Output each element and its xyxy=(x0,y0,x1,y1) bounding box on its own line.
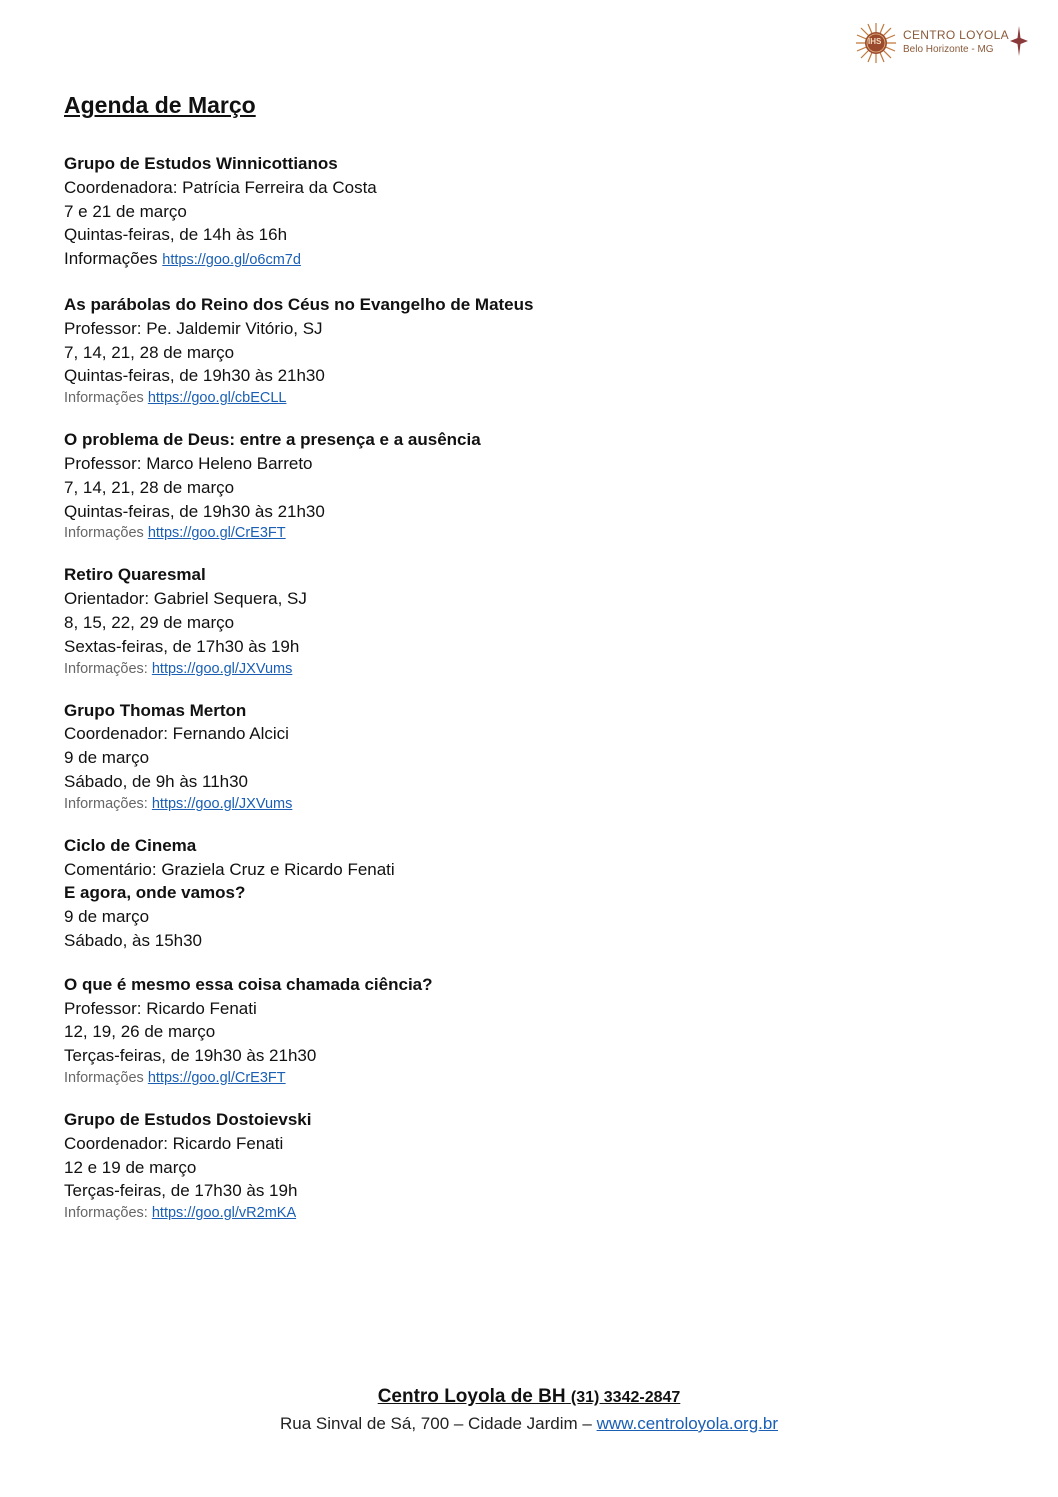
event-detail: 7 e 21 de março xyxy=(64,201,187,221)
event-item xyxy=(64,699,964,814)
event-detail: Sextas-feiras, de 17h30 às 19h xyxy=(64,636,300,656)
info-link[interactable]: https://goo.gl/cbECLL xyxy=(147,390,287,407)
footer-website-link[interactable]: www.centroloyola.org.br xyxy=(596,1414,778,1433)
info-link[interactable]: https://goo.gl/JXVums xyxy=(151,795,293,812)
info-link[interactable]: https://goo.gl/JXVums xyxy=(151,660,293,677)
event-item xyxy=(64,293,964,408)
event-detail: 12 e 19 de março xyxy=(64,1157,197,1177)
event-item xyxy=(64,152,964,273)
event-detail: 7, 14, 21, 28 de março xyxy=(64,477,235,497)
footer-address-line xyxy=(0,1411,1058,1437)
event-info xyxy=(64,659,964,679)
logo-brand: CENTRO LOYOLA xyxy=(903,28,1009,42)
event-detail: Quintas-feiras, de 19h30 às 21h30 xyxy=(64,501,325,521)
event-title: O que é mesmo essa coisa chamada ciência? xyxy=(64,974,433,994)
info-link[interactable]: https://goo.gl/CrE3FT xyxy=(147,525,286,542)
event-detail: Professor: Pe. Jaldemir Vitório, SJ xyxy=(64,318,323,338)
event-detail: Quintas-feiras, de 19h30 às 21h30 xyxy=(64,366,325,386)
logo xyxy=(855,22,1035,66)
page-title: Agenda de Março xyxy=(64,92,256,118)
event-detail: Professor: Marco Heleno Barreto xyxy=(64,453,313,473)
info-link[interactable]: https://goo.gl/CrE3FT xyxy=(147,1069,286,1086)
event-item xyxy=(64,973,964,1088)
event-detail: Coordenador: Ricardo Fenati xyxy=(64,1133,284,1153)
event-detail: 8, 15, 22, 29 de março xyxy=(64,612,235,632)
event-info xyxy=(64,794,964,814)
event-detail: Terças-feiras, de 17h30 às 19h xyxy=(64,1181,298,1201)
event-detail: 9 de março xyxy=(64,907,150,927)
info-label: Informações: xyxy=(64,795,148,812)
event-info xyxy=(64,247,964,273)
event-info xyxy=(64,1203,964,1223)
event-detail: Orientador: Gabriel Sequera, SJ xyxy=(64,589,307,609)
event-title: Ciclo de Cinema xyxy=(64,835,197,855)
event-title: Grupo Thomas Merton xyxy=(64,700,247,720)
event-detail: 9 de março xyxy=(64,748,150,768)
event-detail: Comentário: Graziela Cruz e Ricardo Fenati xyxy=(64,859,395,879)
event-title: Grupo de Estudos Winnicottianos xyxy=(64,154,338,173)
event-title: Grupo de Estudos Dostoievski xyxy=(64,1109,312,1129)
info-link[interactable]: https://goo.gl/vR2mKA xyxy=(151,1205,297,1222)
footer xyxy=(0,1384,1058,1437)
event-info xyxy=(64,523,964,543)
footer-org-name: Centro Loyola de BH xyxy=(377,1386,566,1407)
event-subtitle: E agora, onde vamos? xyxy=(64,883,246,903)
info-label: Informações xyxy=(64,525,144,542)
events-list xyxy=(64,152,964,1243)
event-title: Retiro Quaresmal xyxy=(64,565,206,585)
footer-phone: (31) 3342-2847 xyxy=(570,1389,681,1406)
event-detail: Sábado, às 15h30 xyxy=(64,930,203,950)
event-title: As parábolas do Reino dos Céus no Evangelho de Mateus xyxy=(64,294,534,314)
info-label: Informações xyxy=(64,1069,144,1086)
logo-city: Belo Horizonte - MG xyxy=(903,44,994,55)
info-label: Informações xyxy=(64,390,144,407)
info-label: Informações: xyxy=(64,1205,148,1222)
event-detail: Professor: Ricardo Fenati xyxy=(64,998,257,1018)
event-title: O problema de Deus: entre a presença e a ausência xyxy=(64,430,481,450)
info-label: Informações: xyxy=(64,660,148,677)
event-info xyxy=(64,1068,964,1088)
event-detail: Sábado, de 9h às 11h30 xyxy=(64,771,249,791)
event-detail: Coordenadora: Patrícia Ferreira da Costa xyxy=(64,177,377,197)
star-icon xyxy=(1010,26,1028,56)
event-detail: 12, 19, 26 de março xyxy=(64,1022,216,1042)
footer-org-line xyxy=(0,1384,1058,1411)
event-info xyxy=(64,388,964,408)
event-item xyxy=(64,428,964,543)
event-detail: Terças-feiras, de 19h30 às 21h30 xyxy=(64,1046,317,1066)
event-detail: Coordenador: Fernando Alcici xyxy=(64,724,289,744)
event-detail: 7, 14, 21, 28 de março xyxy=(64,342,235,362)
info-label: Informações xyxy=(64,249,158,269)
footer-address: Rua Sinval de Sá, 700 – Cidade Jardim – xyxy=(279,1414,592,1433)
event-item xyxy=(64,834,964,953)
info-link[interactable]: https://goo.gl/o6cm7d xyxy=(162,252,301,269)
event-item xyxy=(64,1108,964,1223)
event-item xyxy=(64,563,964,678)
event-detail: Quintas-feiras, de 14h às 16h xyxy=(64,225,288,245)
logo-seal-text: IHS xyxy=(868,37,882,46)
